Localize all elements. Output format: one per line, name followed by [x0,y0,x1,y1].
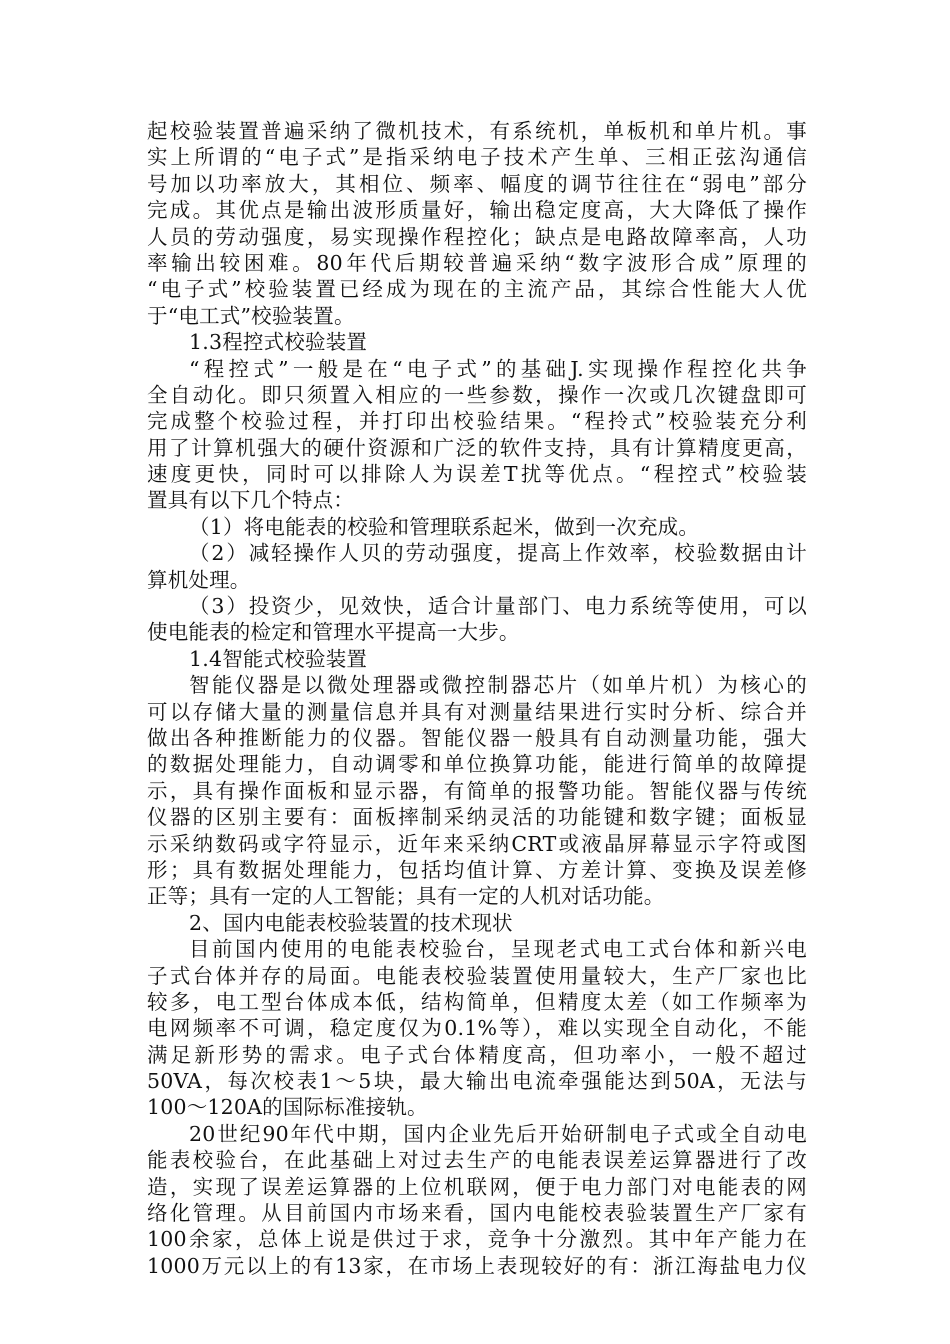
text-line: 用了计算机强大的硬什资源和广泛的软件支持，具有计算精度更高， [147,435,807,460]
text-line: 1000万元以上的有13家，在市场上表现较好的有：浙江海盐电力仪 [147,1253,807,1278]
text-line: （1）将电能表的校验和管理联系起米，做到一次充成。 [189,514,700,539]
text-line: 子式台体并存的局面。电能表校验装置使用量较大，生产厂家也比 [147,963,807,988]
document-body [147,118,807,1279]
text-line: 速度更快，同时可以排除人为误差T扰等优点。“程控式”校验装 [147,462,807,487]
text-line: 人员的劳动强度，易实现操作程控化；缺点是电路故障率高，人功 [147,224,807,249]
text-line: “程控式”一般是在“电子式”的基础J.实现操作程控化共争 [189,356,807,381]
text-line: 络化管理。从目前国内市场来看，国内电能校表验装置生产厂家有 [147,1201,807,1226]
text-line: 智能仪器是以微处理器或微控制器芯片（如单片机）为核心的 [189,673,807,698]
section-heading: 1.3程控式校验装置 [189,330,368,355]
text-line: 电网频率不可调，稳定度仅为0.1%等），难以实现全自动化，不能 [147,1016,807,1041]
text-line: 做出各种推断能力的仪器。智能仪器一般具有自动测量功能，强大 [147,725,807,750]
text-line: 示采纳数码或字符显示，近年来采纳CRT或液晶屏幕显示字符或图 [147,831,807,856]
text-line: 20世纪90年代中期，国内企业先后开始研制电子式或全自动电 [189,1121,807,1146]
text-line: 100～120A的国际标准接轨。 [147,1095,428,1120]
text-line: 满足新形势的需求。电子式台体精度高，但功率小，一般不超过 [147,1042,807,1067]
text-line: “电子式”校验装置已经成为现在的主流产品，其综合性能大人优 [147,277,807,302]
text-line: 的数据处理能力，自动调零和单位换算功能，能进行简单的故障提 [147,752,807,777]
text-line: 可以存储大量的测量信息并具有对测量结果进行实时分析、综合并 [147,699,807,724]
text-line: 50VA，每次校表1～5块，最大输出电流牵强能达到50A，无法与 [147,1069,807,1094]
text-line: 号加以功率放大，其相位、频率、幅度的调节往往在“弱电”部分 [147,171,807,196]
text-line: 较多，电工型台体成本低，结构简单，但精度太差（如工作频率为 [147,989,807,1014]
text-line: （2）减轻操作人贝的劳动强度，提高上作效率，校验数据由计 [189,541,807,566]
text-line: 目前国内使用的电能表校验台，呈现老式电工式台体和新兴电 [189,937,807,962]
text-line: 100余家，总体上说是供过于求，竞争十分激烈。其中年产能力在 [147,1227,807,1252]
text-line: 全自动化。即只须置入相应的一些参数，操作一次或几次键盘即可 [147,382,807,407]
text-line: 正等；具有一定的人工智能；具有一定的人机对话功能。 [147,884,665,909]
text-line: 于“电工式”校验装置。 [147,303,355,328]
text-line: 形；具有数据处理能力，包括均值计算、方差计算、变换及误差修 [147,857,807,882]
text-line: 率输出较困难。80年代后期较普遍采纳“数字波形合成”原理的 [147,250,807,275]
text-line: （3）投资少，见效快，适合计量部门、电力系统等使用，可以 [189,594,807,619]
text-line: 造，实现了误差运算器的上位机联网，便于电力部门对电能表的网 [147,1174,807,1199]
text-line: 完成。其优点是输出波形质量好，输出稳定度高，大大降低了操作 [147,198,807,223]
text-line: 实上所谓的“电子式”是指采纳电子技术产生单、三相正弦沟通信 [147,145,807,170]
text-line: 完成整个校验过程，并打印出校验结果。“程拎式”校验装充分利 [147,409,807,434]
text-line: 置具有以下几个特点： [147,488,354,513]
section-heading: 2、国内电能表校验装置的技术现状 [189,910,513,935]
text-line: 示，具有操作面板和显示器，有简单的报警功能。智能仪器与传统 [147,778,807,803]
text-line: 算机处理。 [147,567,251,592]
section-heading: 1.4智能式校验装置 [189,646,368,671]
text-line: 起校验装置普遍采纳了微机技术，有系统机，单板机和单片机。事 [147,119,807,143]
text-line: 仪器的区别主要有：面板摔制采纳灵活的功能键和数字键；面板显 [147,805,807,830]
text-line: 使电能表的检定和管理水平提高一大步。 [147,620,520,645]
text-line: 能表校验台，在此基础上对过去生产的电能表误差运算器进行了改 [147,1148,807,1173]
